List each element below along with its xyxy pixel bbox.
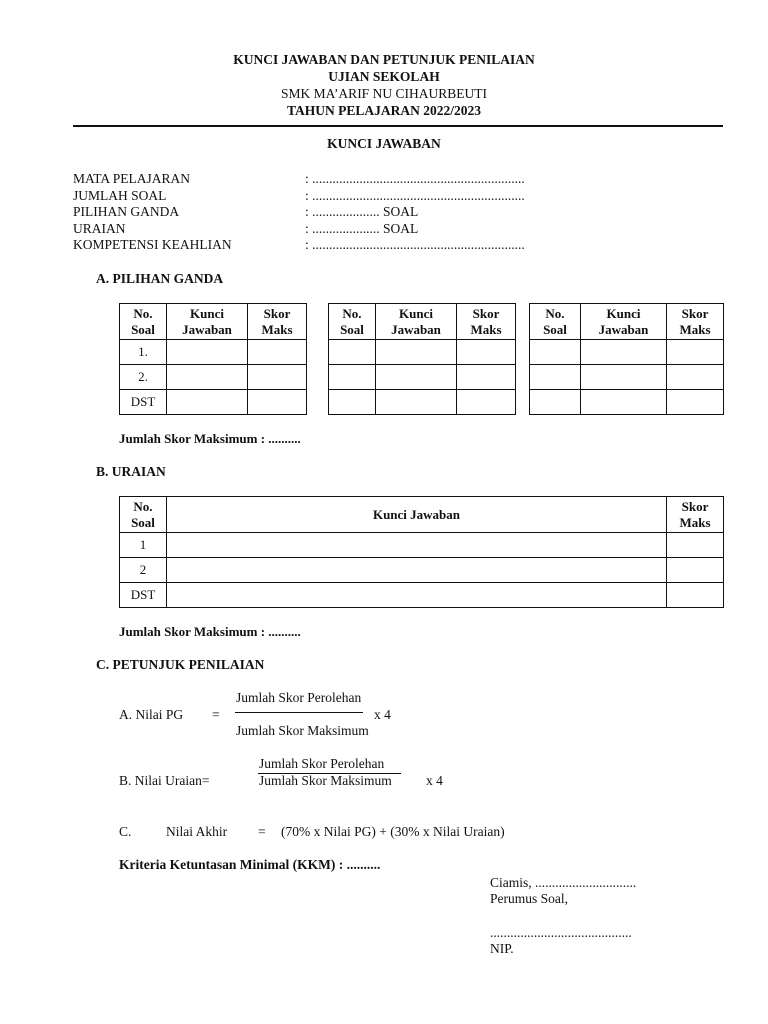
header-divider — [73, 125, 723, 127]
identity-value: : ............................................................... — [305, 237, 525, 252]
pg-answer-table-1 — [119, 303, 307, 415]
formula-c-equals: = — [258, 824, 266, 839]
signature-nip: NIP. — [490, 941, 514, 956]
identity-value: : ............................................................... — [305, 171, 525, 186]
signature-role: Perumus Soal, — [490, 891, 569, 906]
score-cell[interactable] — [667, 390, 724, 415]
formula-a-numerator: Jumlah Skor Perolehan — [236, 690, 362, 705]
identity-label: PILIHAN GANDA — [73, 204, 180, 219]
identity-value: : ............................................................... — [305, 188, 525, 203]
col-header-skor-maks: Skor Maks — [667, 304, 724, 340]
answer-cell[interactable] — [376, 340, 457, 365]
answer-cell[interactable] — [167, 340, 248, 365]
formula-a-label: A. Nilai PG — [119, 707, 184, 722]
formula-b-label: B. Nilai Uraian= — [119, 773, 210, 788]
col-header-no-soal: No. Soal — [530, 304, 581, 340]
kkm-label: Kriteria Ketuntasan Minimal (KKM) : .......... — [119, 857, 381, 872]
row-number-cell[interactable] — [329, 340, 376, 365]
section-a-max-score: Jumlah Skor Maksimum : .......... — [119, 431, 301, 446]
col-header-no-soal: No. Soal — [120, 304, 167, 340]
score-cell[interactable] — [667, 365, 724, 390]
formula-c-name: Nilai Akhir — [166, 824, 228, 839]
answer-cell[interactable] — [167, 533, 667, 558]
identity-value: : .................... SOAL — [305, 221, 419, 236]
answer-cell[interactable] — [376, 390, 457, 415]
score-cell[interactable] — [667, 558, 724, 583]
formula-a-fraction-bar — [235, 712, 363, 713]
score-cell[interactable] — [248, 390, 307, 415]
score-cell[interactable] — [667, 583, 724, 608]
formula-b-numerator: Jumlah Skor Perolehan — [259, 756, 385, 771]
section-b-title: B. URAIAN — [96, 464, 166, 479]
answer-cell[interactable] — [167, 583, 667, 608]
answer-cell[interactable] — [581, 390, 667, 415]
row-number: 1. — [120, 340, 167, 365]
row-number-cell[interactable] — [329, 365, 376, 390]
answer-cell[interactable] — [167, 390, 248, 415]
section-b-max-score: Jumlah Skor Maksimum : .......... — [119, 624, 301, 639]
row-number-cell[interactable] — [530, 365, 581, 390]
formula-a-denominator: Jumlah Skor Maksimum — [236, 723, 369, 738]
header-title: KUNCI JAWABAN DAN PETUNJUK PENILAIAN — [233, 52, 535, 67]
col-header-kunci-jawaban: Kunci Jawaban — [581, 304, 667, 340]
col-header-no-soal: No. Soal — [329, 304, 376, 340]
identity-value: : .................... SOAL — [305, 204, 419, 219]
signature-name-line: .......................................... — [490, 925, 632, 940]
header-year: TAHUN PELAJARAN 2022/2023 — [286, 103, 481, 118]
formula-a-equals: = — [212, 707, 220, 722]
header-school: SMK MA’ARIF NU CIHAURBEUTI — [281, 86, 487, 101]
signature-place-date: Ciamis, .............................. — [490, 875, 637, 890]
row-number: DST — [120, 390, 167, 415]
row-number-cell[interactable] — [530, 390, 581, 415]
section-a-title: A. PILIHAN GANDA — [96, 271, 224, 286]
col-header-skor-maks: Skor Maks — [248, 304, 307, 340]
row-number-cell[interactable] — [329, 390, 376, 415]
answer-cell[interactable] — [167, 558, 667, 583]
row-number: 2 — [120, 558, 167, 583]
identity-label: KOMPETENSI KEAHLIAN — [73, 237, 232, 252]
formula-c-expression: (70% x Nilai PG) + (30% x Nilai Uraian) — [281, 824, 505, 839]
col-header-skor-maks: Skor Maks — [667, 497, 724, 533]
header-subtitle: UJIAN SEKOLAH — [328, 69, 440, 84]
formula-b-multiplier: x 4 — [426, 773, 443, 788]
score-cell[interactable] — [457, 340, 516, 365]
answer-cell[interactable] — [581, 365, 667, 390]
pg-answer-table-3 — [529, 303, 724, 415]
row-number-cell[interactable] — [530, 340, 581, 365]
answer-cell[interactable] — [167, 365, 248, 390]
identity-label: URAIAN — [73, 221, 126, 236]
answer-cell[interactable] — [376, 365, 457, 390]
score-cell[interactable] — [667, 340, 724, 365]
col-header-no-soal: No. Soal — [120, 497, 167, 533]
col-header-kunci-jawaban: Kunci Jawaban — [376, 304, 457, 340]
score-cell[interactable] — [667, 533, 724, 558]
score-cell[interactable] — [248, 365, 307, 390]
col-header-kunci-jawaban: Kunci Jawaban — [167, 304, 248, 340]
section-c-title: C. PETUNJUK PENILAIAN — [96, 657, 265, 672]
col-header-skor-maks: Skor Maks — [457, 304, 516, 340]
formula-c-label: C. — [119, 824, 132, 839]
score-cell[interactable] — [457, 365, 516, 390]
formula-b-denominator: Jumlah Skor Maksimum — [259, 773, 392, 788]
identity-label: JUMLAH SOAL — [73, 188, 167, 203]
document-title: KUNCI JAWABAN — [327, 136, 441, 151]
row-number: DST — [120, 583, 167, 608]
score-cell[interactable] — [457, 390, 516, 415]
uraian-answer-table — [119, 496, 724, 608]
col-header-kunci-jawaban: Kunci Jawaban — [167, 497, 667, 533]
identity-label: MATA PELAJARAN — [73, 171, 191, 186]
formula-a-multiplier: x 4 — [374, 707, 391, 722]
score-cell[interactable] — [248, 340, 307, 365]
pg-answer-table-2 — [328, 303, 516, 415]
answer-cell[interactable] — [581, 340, 667, 365]
row-number: 2. — [120, 365, 167, 390]
row-number: 1 — [120, 533, 167, 558]
